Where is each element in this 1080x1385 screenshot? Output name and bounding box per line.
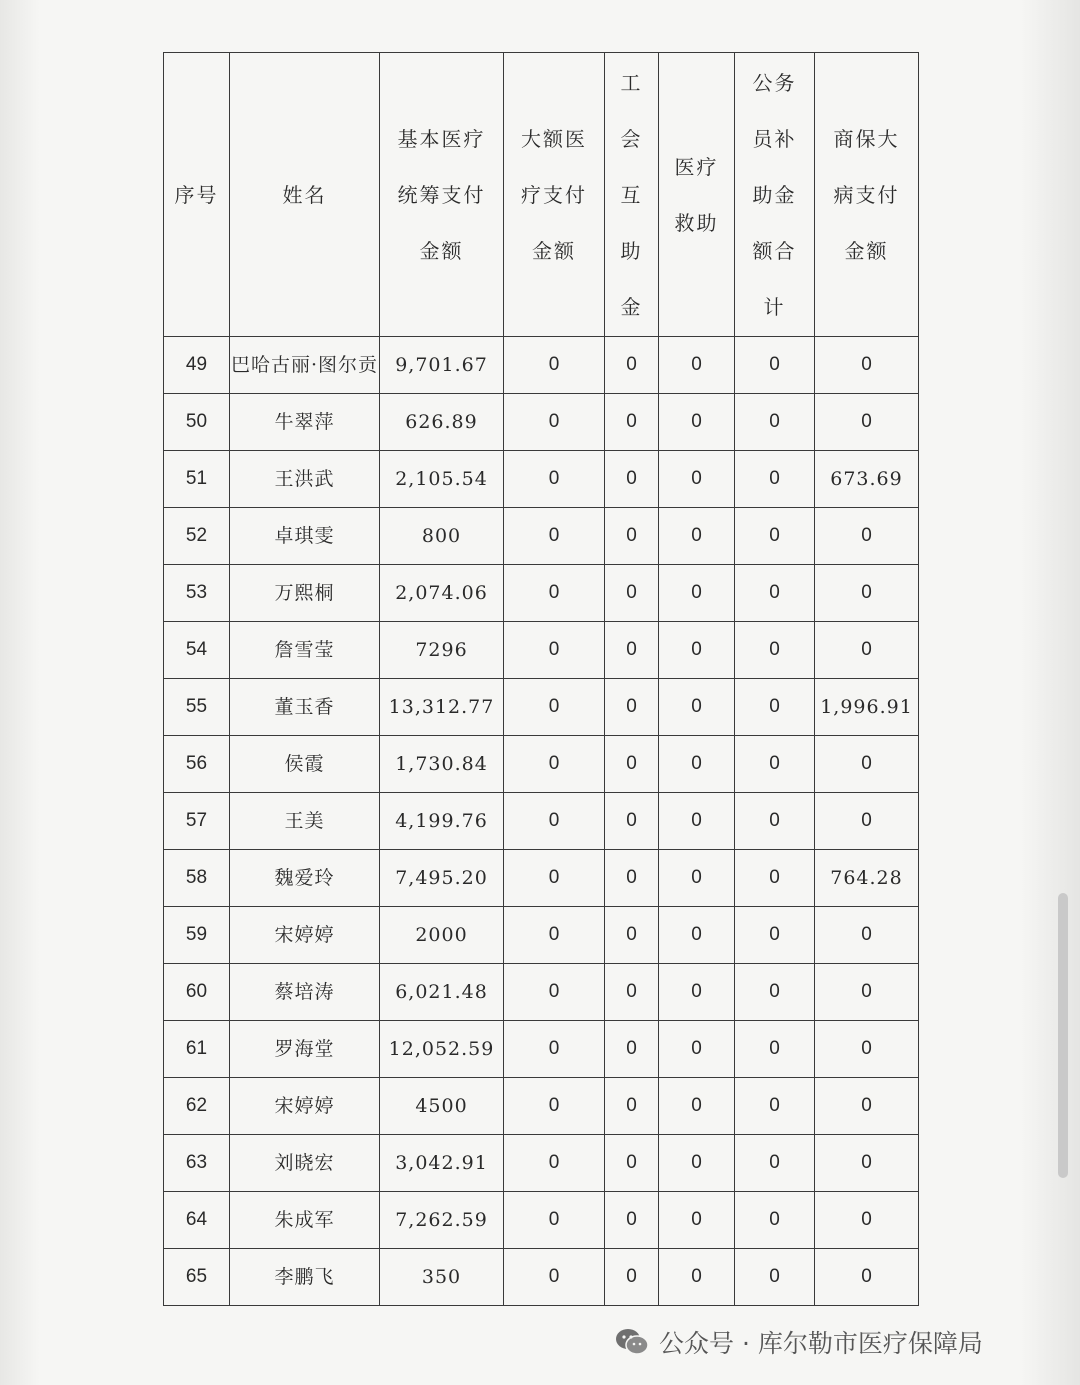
cell-union-mutual-aid: 0 bbox=[605, 1078, 659, 1135]
cell-civil-servant-subsidy: 0 bbox=[735, 337, 815, 394]
header-text-line: 公务 bbox=[752, 70, 797, 95]
cell-basic-medical: 13,312.77 bbox=[380, 679, 504, 736]
cell-large-medical: 0 bbox=[504, 394, 605, 451]
cell-union-mutual-aid: 0 bbox=[605, 793, 659, 850]
cell-civil-servant-subsidy: 0 bbox=[735, 793, 815, 850]
cell-union-mutual-aid: 0 bbox=[605, 736, 659, 793]
cell-seq: 63 bbox=[164, 1135, 230, 1192]
cell-commercial-insurance: 0 bbox=[815, 337, 919, 394]
cell-medical-assistance: 0 bbox=[659, 565, 735, 622]
header-text-line: 额合 bbox=[752, 238, 797, 263]
cell-name: 詹雪莹 bbox=[230, 622, 380, 679]
cell-name: 李鹏飞 bbox=[230, 1249, 380, 1306]
cell-commercial-insurance: 0 bbox=[815, 394, 919, 451]
cell-large-medical: 0 bbox=[504, 451, 605, 508]
cell-name: 宋婷婷 bbox=[230, 907, 380, 964]
cell-name: 牛翠萍 bbox=[230, 394, 380, 451]
cell-commercial-insurance: 0 bbox=[815, 793, 919, 850]
cell-large-medical: 0 bbox=[504, 508, 605, 565]
table-row bbox=[164, 337, 919, 394]
cell-commercial-insurance: 0 bbox=[815, 1078, 919, 1135]
cell-commercial-insurance: 0 bbox=[815, 1249, 919, 1306]
cell-large-medical: 0 bbox=[504, 1021, 605, 1078]
scrollbar-thumb[interactable] bbox=[1058, 893, 1068, 1178]
cell-large-medical: 0 bbox=[504, 1192, 605, 1249]
cell-seq: 53 bbox=[164, 565, 230, 622]
cell-basic-medical: 800 bbox=[380, 508, 504, 565]
header-text-line: 助 bbox=[620, 238, 643, 263]
header-text-line: 员补 bbox=[752, 126, 797, 151]
header-text-line: 商保大 bbox=[833, 126, 900, 151]
table-row bbox=[164, 394, 919, 451]
header-seq bbox=[164, 53, 230, 337]
cell-civil-servant-subsidy: 0 bbox=[735, 451, 815, 508]
cell-union-mutual-aid: 0 bbox=[605, 565, 659, 622]
cell-union-mutual-aid: 0 bbox=[605, 337, 659, 394]
page-edge-shadow-right bbox=[1020, 0, 1080, 1385]
cell-seq: 64 bbox=[164, 1192, 230, 1249]
cell-civil-servant-subsidy: 0 bbox=[735, 394, 815, 451]
cell-basic-medical: 3,042.91 bbox=[380, 1135, 504, 1192]
cell-civil-servant-subsidy: 0 bbox=[735, 1135, 815, 1192]
cell-union-mutual-aid: 0 bbox=[605, 907, 659, 964]
table-body bbox=[164, 337, 919, 1306]
cell-commercial-insurance: 0 bbox=[815, 622, 919, 679]
cell-basic-medical: 1,730.84 bbox=[380, 736, 504, 793]
cell-medical-assistance: 0 bbox=[659, 394, 735, 451]
table-row bbox=[164, 451, 919, 508]
header-text-line: 工 bbox=[620, 70, 643, 95]
cell-large-medical: 0 bbox=[504, 337, 605, 394]
cell-name: 魏爱玲 bbox=[230, 850, 380, 907]
table-row bbox=[164, 508, 919, 565]
cell-union-mutual-aid: 0 bbox=[605, 1249, 659, 1306]
cell-basic-medical: 4,199.76 bbox=[380, 793, 504, 850]
cell-union-mutual-aid: 0 bbox=[605, 1135, 659, 1192]
header-large-medical bbox=[504, 53, 605, 337]
cell-civil-servant-subsidy: 0 bbox=[735, 850, 815, 907]
header-name bbox=[230, 53, 380, 337]
cell-civil-servant-subsidy: 0 bbox=[735, 622, 815, 679]
table-row bbox=[164, 907, 919, 964]
cell-medical-assistance: 0 bbox=[659, 793, 735, 850]
table-row bbox=[164, 736, 919, 793]
cell-basic-medical: 12,052.59 bbox=[380, 1021, 504, 1078]
cell-union-mutual-aid: 0 bbox=[605, 451, 659, 508]
header-medical-assistance bbox=[659, 53, 735, 337]
cell-name: 刘晓宏 bbox=[230, 1135, 380, 1192]
cell-medical-assistance: 0 bbox=[659, 1249, 735, 1306]
cell-commercial-insurance: 0 bbox=[815, 1021, 919, 1078]
header-text-line: 基本医疗 bbox=[397, 126, 486, 151]
cell-basic-medical: 626.89 bbox=[380, 394, 504, 451]
cell-medical-assistance: 0 bbox=[659, 907, 735, 964]
account-watermark bbox=[615, 1322, 983, 1362]
cell-commercial-insurance: 0 bbox=[815, 565, 919, 622]
cell-large-medical: 0 bbox=[504, 907, 605, 964]
cell-large-medical: 0 bbox=[504, 565, 605, 622]
cell-civil-servant-subsidy: 0 bbox=[735, 565, 815, 622]
cell-commercial-insurance: 0 bbox=[815, 508, 919, 565]
cell-large-medical: 0 bbox=[504, 1135, 605, 1192]
table-row bbox=[164, 793, 919, 850]
cell-commercial-insurance: 0 bbox=[815, 1135, 919, 1192]
payment-table bbox=[163, 52, 919, 1306]
cell-seq: 56 bbox=[164, 736, 230, 793]
cell-basic-medical: 350 bbox=[380, 1249, 504, 1306]
cell-medical-assistance: 0 bbox=[659, 451, 735, 508]
table-row bbox=[164, 964, 919, 1021]
cell-name: 卓琪雯 bbox=[230, 508, 380, 565]
table-header-row bbox=[164, 53, 919, 337]
cell-seq: 50 bbox=[164, 394, 230, 451]
header-text-line: 金额 bbox=[844, 238, 889, 263]
cell-basic-medical: 6,021.48 bbox=[380, 964, 504, 1021]
cell-seq: 65 bbox=[164, 1249, 230, 1306]
cell-seq: 49 bbox=[164, 337, 230, 394]
cell-large-medical: 0 bbox=[504, 622, 605, 679]
cell-name: 蔡培涛 bbox=[230, 964, 380, 1021]
header-text-line: 助金 bbox=[752, 182, 797, 207]
cell-large-medical: 0 bbox=[504, 850, 605, 907]
header-civil-servant-subsidy bbox=[735, 53, 815, 337]
cell-seq: 62 bbox=[164, 1078, 230, 1135]
cell-medical-assistance: 0 bbox=[659, 1021, 735, 1078]
cell-large-medical: 0 bbox=[504, 1249, 605, 1306]
cell-medical-assistance: 0 bbox=[659, 622, 735, 679]
cell-commercial-insurance: 673.69 bbox=[815, 451, 919, 508]
cell-name: 巴哈古丽·图尔贡 bbox=[230, 337, 380, 394]
cell-medical-assistance: 0 bbox=[659, 850, 735, 907]
cell-seq: 52 bbox=[164, 508, 230, 565]
cell-union-mutual-aid: 0 bbox=[605, 622, 659, 679]
cell-seq: 59 bbox=[164, 907, 230, 964]
cell-civil-servant-subsidy: 0 bbox=[735, 1192, 815, 1249]
cell-civil-servant-subsidy: 0 bbox=[735, 679, 815, 736]
cell-commercial-insurance: 0 bbox=[815, 907, 919, 964]
header-text-line: 金 bbox=[620, 294, 643, 319]
cell-commercial-insurance: 0 bbox=[815, 736, 919, 793]
cell-civil-servant-subsidy: 0 bbox=[735, 1078, 815, 1135]
cell-medical-assistance: 0 bbox=[659, 679, 735, 736]
cell-large-medical: 0 bbox=[504, 736, 605, 793]
table-row bbox=[164, 679, 919, 736]
cell-basic-medical: 2,105.54 bbox=[380, 451, 504, 508]
cell-medical-assistance: 0 bbox=[659, 964, 735, 1021]
cell-commercial-insurance: 0 bbox=[815, 964, 919, 1021]
cell-civil-servant-subsidy: 0 bbox=[735, 1021, 815, 1078]
cell-commercial-insurance: 0 bbox=[815, 1192, 919, 1249]
cell-seq: 58 bbox=[164, 850, 230, 907]
header-text-line: 医疗 bbox=[674, 154, 719, 179]
header-text-line: 统筹支付 bbox=[397, 182, 486, 207]
header-text-line: 救助 bbox=[674, 210, 719, 235]
cell-name: 万熙桐 bbox=[230, 565, 380, 622]
cell-union-mutual-aid: 0 bbox=[605, 850, 659, 907]
header-text-line: 金额 bbox=[532, 238, 576, 263]
cell-basic-medical: 7,262.59 bbox=[380, 1192, 504, 1249]
cell-seq: 57 bbox=[164, 793, 230, 850]
header-text-line: 计 bbox=[763, 294, 786, 319]
table-row bbox=[164, 1192, 919, 1249]
header-text-line: 金额 bbox=[419, 238, 464, 263]
header-basic-medical bbox=[380, 53, 504, 337]
cell-civil-servant-subsidy: 0 bbox=[735, 1249, 815, 1306]
cell-medical-assistance: 0 bbox=[659, 508, 735, 565]
page-edge-shadow-left bbox=[0, 0, 40, 1385]
cell-seq: 54 bbox=[164, 622, 230, 679]
cell-large-medical: 0 bbox=[504, 793, 605, 850]
cell-name: 王美 bbox=[230, 793, 380, 850]
cell-name: 朱成军 bbox=[230, 1192, 380, 1249]
cell-seq: 55 bbox=[164, 679, 230, 736]
header-text-line: 病支付 bbox=[833, 182, 900, 207]
cell-basic-medical: 2000 bbox=[380, 907, 504, 964]
header-text-line: 疗支付 bbox=[521, 182, 587, 207]
header-text-line: 会 bbox=[620, 126, 643, 151]
cell-name: 侯霞 bbox=[230, 736, 380, 793]
cell-union-mutual-aid: 0 bbox=[605, 1021, 659, 1078]
cell-seq: 51 bbox=[164, 451, 230, 508]
header-text-line: 互 bbox=[620, 182, 643, 207]
table-row bbox=[164, 1135, 919, 1192]
header-union-mutual-aid bbox=[605, 53, 659, 337]
cell-union-mutual-aid: 0 bbox=[605, 1192, 659, 1249]
cell-large-medical: 0 bbox=[504, 679, 605, 736]
cell-union-mutual-aid: 0 bbox=[605, 508, 659, 565]
wechat-icon bbox=[615, 1328, 649, 1356]
cell-medical-assistance: 0 bbox=[659, 736, 735, 793]
header-text-line: 大额医 bbox=[521, 126, 587, 151]
cell-basic-medical: 7296 bbox=[380, 622, 504, 679]
table-row bbox=[164, 850, 919, 907]
cell-basic-medical: 7,495.20 bbox=[380, 850, 504, 907]
table-row bbox=[164, 622, 919, 679]
cell-commercial-insurance: 1,996.91 bbox=[815, 679, 919, 736]
table-row bbox=[164, 1021, 919, 1078]
cell-basic-medical: 9,701.67 bbox=[380, 337, 504, 394]
cell-name: 罗海堂 bbox=[230, 1021, 380, 1078]
cell-union-mutual-aid: 0 bbox=[605, 679, 659, 736]
table-row bbox=[164, 1078, 919, 1135]
table-row bbox=[164, 565, 919, 622]
cell-union-mutual-aid: 0 bbox=[605, 964, 659, 1021]
cell-large-medical: 0 bbox=[504, 964, 605, 1021]
cell-name: 宋婷婷 bbox=[230, 1078, 380, 1135]
cell-medical-assistance: 0 bbox=[659, 1078, 735, 1135]
cell-commercial-insurance: 764.28 bbox=[815, 850, 919, 907]
cell-large-medical: 0 bbox=[504, 1078, 605, 1135]
cell-medical-assistance: 0 bbox=[659, 1135, 735, 1192]
cell-basic-medical: 4500 bbox=[380, 1078, 504, 1135]
cell-civil-servant-subsidy: 0 bbox=[735, 508, 815, 565]
header-text-line: 序号 bbox=[174, 182, 219, 207]
watermark-text: 公众号 · 库尔勒市医疗保障局 bbox=[659, 1329, 983, 1358]
cell-name: 董玉香 bbox=[230, 679, 380, 736]
header-text-line: 姓名 bbox=[282, 182, 327, 207]
cell-civil-servant-subsidy: 0 bbox=[735, 964, 815, 1021]
cell-seq: 60 bbox=[164, 964, 230, 1021]
cell-civil-servant-subsidy: 0 bbox=[735, 736, 815, 793]
cell-union-mutual-aid: 0 bbox=[605, 394, 659, 451]
cell-basic-medical: 2,074.06 bbox=[380, 565, 504, 622]
cell-medical-assistance: 0 bbox=[659, 337, 735, 394]
cell-name: 王洪武 bbox=[230, 451, 380, 508]
table-row bbox=[164, 1249, 919, 1306]
cell-seq: 61 bbox=[164, 1021, 230, 1078]
cell-civil-servant-subsidy: 0 bbox=[735, 907, 815, 964]
cell-medical-assistance: 0 bbox=[659, 1192, 735, 1249]
header-commercial-insurance bbox=[815, 53, 919, 337]
